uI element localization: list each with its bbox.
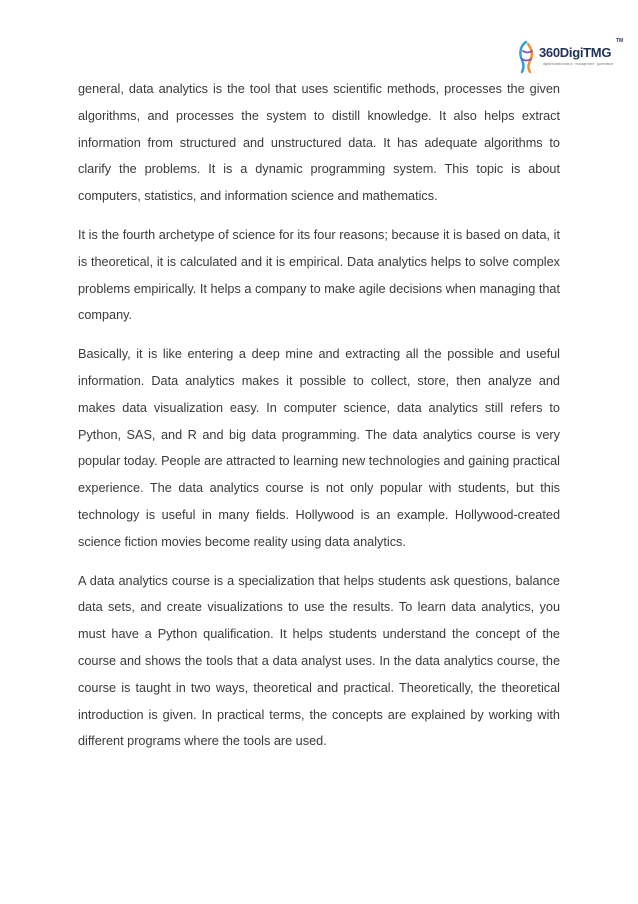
logo-brand-accent: igi	[568, 45, 584, 60]
paragraph-3: Basically, it is like entering a deep mine and extracting all the possible and useful information. Data analytics makes it possible to collect, store, then analyze and makes data visualization easy. In computer science, data analytics still refers to Python, SAS, and R and big data programming. The data analytics course is very popular today. People are attracted to learning new technologies and gaining practical experience. The data analytics course is not only popular with students, but this technology is useful in many fields. Hollywood is an example. Hollywood-created science fiction movies become reality using data analytics.	[78, 347, 560, 549]
logo-mark-icon	[516, 40, 536, 74]
document-body	[78, 76, 560, 767]
logo-tagline: digital transformation · management · governance	[543, 62, 614, 66]
logo-brand-main: 360D	[539, 45, 569, 60]
paragraph-2: It is the fourth archetype of science for its four reasons; because it is based on data, it is theoretical, it is calculated and it is empirical. Data analytics helps to solve complex problems empirically. It helps a company to make agile decisions when managing that company.	[78, 227, 560, 323]
logo-brand-tail: TMG	[583, 45, 612, 60]
company-logo	[516, 38, 624, 78]
logo-trademark: TM	[616, 38, 624, 44]
paragraph-4: A data analytics course is a specialization that helps students ask questions, balance data sets, and create visualizations to use the results. To learn data analytics, you must have a Python qualification. It helps students understand the concept of the course and shows the tools that a data analyst uses. In the data analytics course, the course is taught in two ways, theoretical and practical. Theoretically, the theoretical introduction is given. In practical terms, the concepts are explained by working with different programs where the tools are used.	[78, 573, 560, 749]
paragraph-1: general, data analytics is the tool that uses scientific methods, processes the given algorithms, and processes the system to distill knowledge. It also helps extract information from structured and unstructured data. It has adequate algorithms to clarify the problems. It is a dynamic programming system. This topic is about computers, statistics, and information science and mathematics.	[78, 82, 560, 204]
logo-wordmark	[539, 45, 611, 60]
